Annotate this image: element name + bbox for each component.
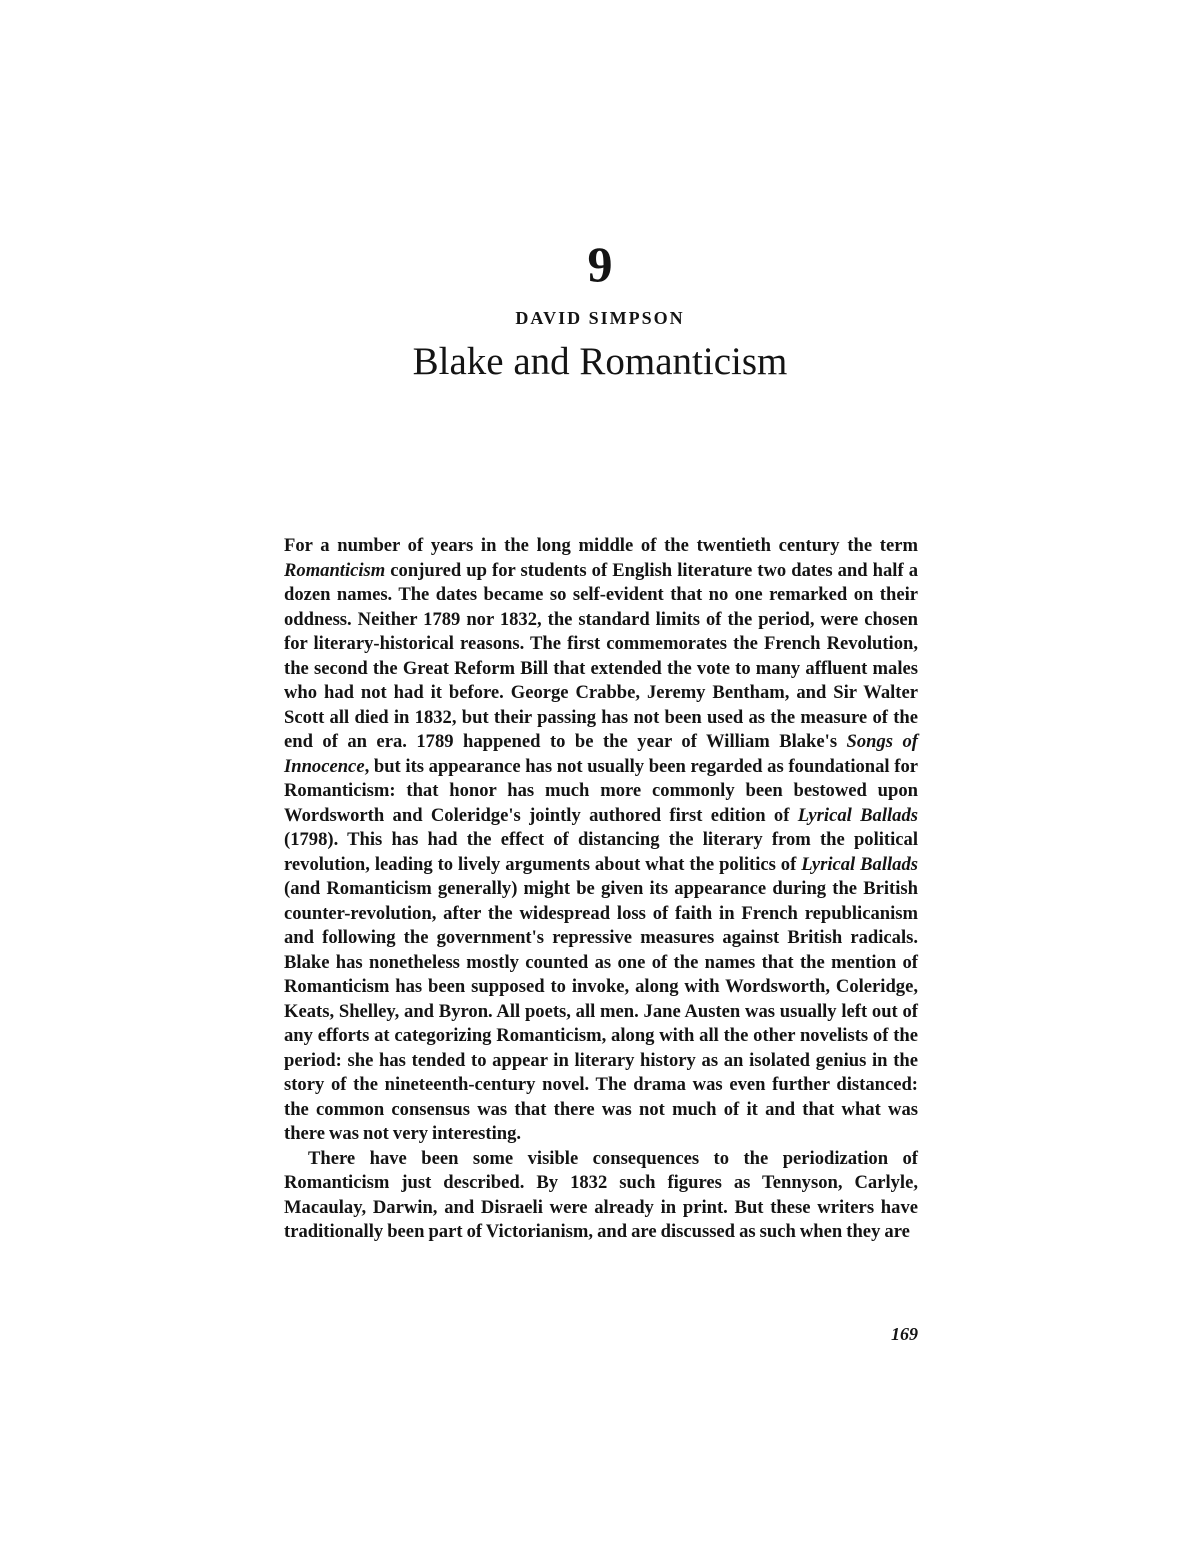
chapter-author: DAVID SIMPSON (515, 308, 685, 328)
paragraph (284, 534, 918, 1147)
text-segment: , but its appearance has not usually been regarded as foundational for Romanticism: that honor has much more commonly been bestowed upon Wordsworth and Coleridge's jointly authored first edition of (284, 755, 918, 826)
text-segment: (1798). This has had the effect of distancing the literary from the political revolution, leading to lively arguments about what the politics of (284, 829, 918, 875)
italic-term: Romanticism (284, 559, 386, 581)
text-segment: (and Romanticism generally) might be given its appearance during the British counter-revolution, after the widespread loss of faith in French republicanism and following the government's repressive measures against British radicals. Blake has nonetheless mostly counted as one of the names that the mention of Romanticism has been supposed to invoke, along with Wordsworth, Coleridge, Keats, Shelley, and Byron. All poets, all men. Jane Austen was usually left out of any efforts at categorizing Romanticism, along with all the other novelists of the period: she has tended to appear in literary history as an isolated genius in the story of the nineteenth-century novel. The drama was even further distanced: the common consensus was that there was not much of it and that what was there was not very interesting. (284, 878, 918, 1144)
text-segment: For a number of years in the long middle of the twentieth century the term (284, 535, 918, 556)
italic-title: Lyrical Ballads (797, 804, 918, 826)
italic-title: Lyrical Ballads (801, 853, 918, 875)
italic-title: Songs of Innocence (284, 731, 918, 777)
body-text (284, 534, 918, 1245)
text-segment: There have been some visible consequences to the periodization of Romanticism just described. By 1832 such figures as Tennyson, Carlyle, Macaulay, Darwin, and Disraeli were already in print. But these writers have traditionally been part of Victorianism, and are discussed as such when they are (284, 1147, 918, 1242)
chapter-number: 9 (587, 236, 613, 292)
text-segment: conjured up for students of English literature two dates and half a dozen names. The dates became so self-evident that no one remarked on their oddness. Neither 1789 nor 1832, the standard limits of the period, were chosen for literary-historical reasons. The first commemorates the French Revolution, the second the Great Reform Bill that extended the vote to many affluent males who had not had it before. George Crabbe, Jeremy Bentham, and Sir Walter Scott all died in 1832, but their passing has not been used as the measure of the end of an era. 1789 happened to be the year of William Blake's (284, 559, 918, 752)
chapter-title: Blake and Romanticism (412, 340, 788, 383)
paragraph (284, 1147, 918, 1245)
page-number: 169 (891, 1324, 918, 1344)
